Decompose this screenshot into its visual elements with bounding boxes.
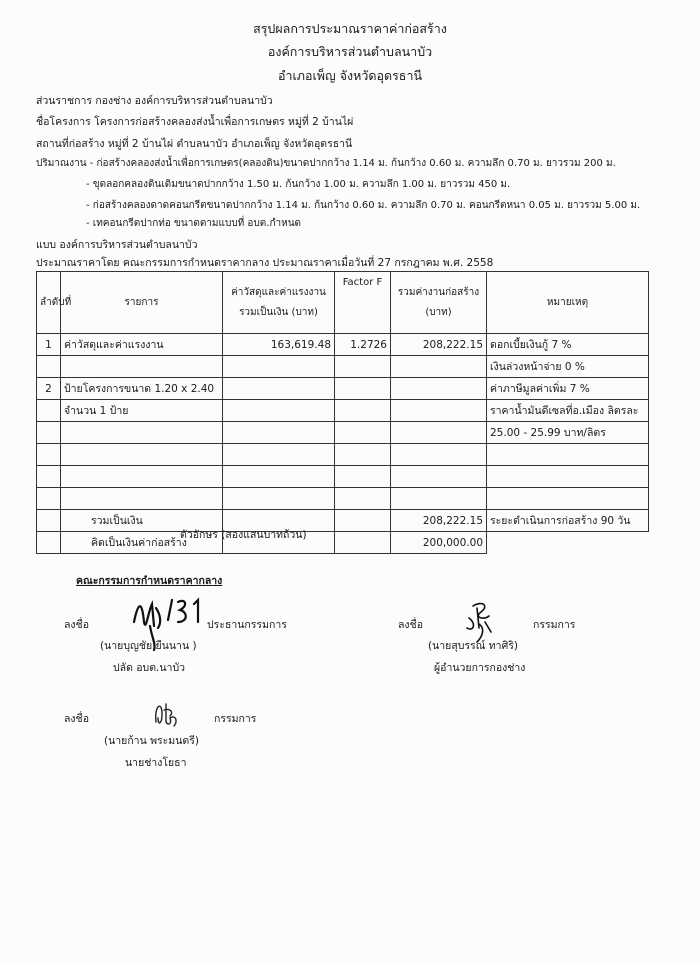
- quantity-line-1: ปริมาณงาน - ก่อสร้างคลองส่งน้ำเพื่อการเกษตร(คลองดิน)ขนาดปากกว้าง 1.14 ม. ก้นกว้าง 0.60 ม. ความลึก 0.70 ม. ยาวรวม 200 ม.: [36, 158, 616, 169]
- member2-position: นายช่างโยธา: [125, 757, 187, 769]
- quantity-line-2: - ขุดลอกคลองดินเดิมขนาดปากกว้าง 1.50 ม. ก้นกว้าง 1.00 ม. ความลึก 1.00 ม. ยาวรวม 450 ม.: [86, 179, 511, 190]
- final-row: [37, 532, 649, 554]
- header-remark: หมายเหตุ: [487, 272, 649, 334]
- cell-cost: 163,619.48: [223, 334, 335, 356]
- chair-name: (นายบุญชัย ยืนนาน ): [100, 640, 197, 652]
- header-item: [61, 272, 223, 334]
- member1-role: กรรมการ: [533, 619, 576, 631]
- cell-factor: [335, 488, 391, 510]
- doc-org: องค์การบริหารส่วนตำบลนาบัว: [267, 44, 433, 59]
- cell-remark: ค่าภาษีมูลค่าเพิ่ม 7 %: [487, 378, 649, 400]
- amount-in-words: ตัวอักษร (สองแสนบาทถ้วน): [180, 529, 307, 541]
- cell-total: [391, 466, 487, 488]
- doc-title: สรุปผลการประมาณราคาค่าก่อสร้าง: [253, 21, 447, 36]
- cell-factor: [335, 444, 391, 466]
- sum-label: รวมเป็นเงิน: [61, 510, 223, 532]
- final-label: คิดเป็นเงินค่าก่อสร้าง: [61, 532, 223, 554]
- chair-sign-label: ลงชื่อ: [64, 619, 89, 631]
- cell-factor: [335, 400, 391, 422]
- cell-item: จำนวน 1 ป้าย: [61, 400, 223, 422]
- header-cost-line1: ค่าวัสดุและค่าแรงงาน: [231, 286, 326, 298]
- cell-remark: เงินล่วงหน้าจ่าย 0 %: [487, 356, 649, 378]
- quantity-line-4: - เทคอนกรีตปากท่อ ขนาดตามแบบที่ อบต.กำหนด: [86, 218, 302, 229]
- site-line: สถานที่ก่อสร้าง หมู่ที่ 2 บ้านไผ่ ตำบลนาบัว อำเภอเพ็ญ จังหวัดอุดรธานี: [36, 138, 353, 150]
- table-row: [37, 378, 649, 400]
- cell-cost: [223, 422, 335, 444]
- cell-no: [37, 444, 61, 466]
- table-row: [37, 488, 649, 510]
- cell-factor: [335, 378, 391, 400]
- cell-factor: [335, 422, 391, 444]
- table-row: [37, 400, 649, 422]
- cell-item: [61, 466, 223, 488]
- cell-no: [37, 422, 61, 444]
- header-factor: Factor F: [335, 272, 391, 334]
- cell-cost: [223, 356, 335, 378]
- sum-no: [37, 510, 61, 532]
- cell-factor: [335, 466, 391, 488]
- cell-item: [61, 488, 223, 510]
- table-row: [37, 422, 649, 444]
- cell-no: 1: [37, 334, 61, 356]
- cell-cost: [223, 400, 335, 422]
- cell-item: [61, 444, 223, 466]
- header-item-label: รายการ: [124, 296, 159, 308]
- member2-role: กรรมการ: [214, 713, 257, 725]
- table-header-row: [37, 272, 649, 334]
- cost-summary-table: [36, 271, 649, 554]
- header-total: [391, 272, 487, 334]
- final-factor: [335, 532, 391, 554]
- cell-item: [61, 422, 223, 444]
- cell-factor: 1.2726: [335, 334, 391, 356]
- final-value: 200,000.00: [391, 532, 487, 554]
- doc-location: อำเภอเพ็ญ จังหวัดอุดรธานี: [277, 68, 423, 83]
- cell-no: [37, 400, 61, 422]
- cell-no: 2: [37, 378, 61, 400]
- cell-no: [37, 466, 61, 488]
- cell-total: [391, 422, 487, 444]
- cell-total: [391, 356, 487, 378]
- cell-remark: [487, 466, 649, 488]
- cell-cost: [223, 466, 335, 488]
- table-row: [37, 334, 649, 356]
- chair-position: ปลัด อบต.นาบัว: [113, 662, 186, 674]
- agency-line: ส่วนราชการ กองช่าง องค์การบริหารส่วนตำบลนาบัว: [36, 95, 273, 107]
- cell-total: [391, 400, 487, 422]
- cell-remark: ราคาน้ำมันดีเซลที่อ.เมือง ลิตรละ: [487, 400, 649, 422]
- cell-total: [391, 488, 487, 510]
- cell-remark: ดอกเบี้ยเงินกู้ 7 %: [487, 334, 649, 356]
- header-cost: [223, 272, 335, 334]
- member1-name: (นายสุบรรณ์ ทาศิริ): [428, 640, 518, 652]
- estimate-line: ประมาณราคาโดย คณะกรรมการกำหนดราคากลาง ประมาณราคาเมื่อวันที่ 27 กรกฎาคม พ.ศ. 2558: [36, 257, 494, 269]
- member2-sign-label: ลงชื่อ: [64, 713, 89, 725]
- cell-no: [37, 488, 61, 510]
- cell-item: ค่าวัสดุและค่าแรงงาน: [61, 334, 223, 356]
- chair-role: ประธานกรรมการ: [207, 619, 287, 631]
- table-row: [37, 356, 649, 378]
- cell-item: [61, 356, 223, 378]
- table-row: [37, 466, 649, 488]
- final-no: [37, 532, 61, 554]
- cell-remark: [487, 444, 649, 466]
- final-remark: [487, 532, 649, 554]
- cell-total: [391, 378, 487, 400]
- sum-row: [37, 510, 649, 532]
- header-total-line1: รวมค่างานก่อสร้าง: [397, 286, 480, 298]
- cell-remark: [487, 488, 649, 510]
- cell-factor: [335, 356, 391, 378]
- member2-name: (นายก้าน พระมนตรี): [104, 735, 199, 747]
- project-line: ชื่อโครงการ โครงการก่อสร้างคลองส่งน้ำเพื่อการเกษตร หมู่ที่ 2 บ้านไผ่: [36, 116, 354, 128]
- cell-cost: [223, 378, 335, 400]
- quantity-line-3: - ก่อสร้างคลองดาดคอนกรีตขนาดปากกว้าง 1.14 ม. ก้นกว้าง 0.60 ม. ความลึก 0.70 ม. คอนกรีตหนา 0.05 ม. ยาวรวม 5.00 ม.: [86, 200, 641, 211]
- header-cost-line2: รวมเป็นเงิน (บาท): [239, 306, 318, 318]
- table-row: [37, 444, 649, 466]
- cell-cost: [223, 488, 335, 510]
- header-total-line2: (บาท): [425, 306, 452, 318]
- sum-factor: [335, 510, 391, 532]
- cell-remark: 25.00 - 25.99 บาท/ลิตร: [487, 422, 649, 444]
- cell-cost: [223, 444, 335, 466]
- member1-sign-label: ลงชื่อ: [398, 619, 423, 631]
- member2-signature: [150, 696, 184, 735]
- header-no: ลำดับที่: [37, 272, 61, 334]
- member1-position: ผู้อำนวยการกองช่าง: [434, 662, 526, 674]
- sum-remark: ระยะดำเนินการก่อสร้าง 90 วัน: [487, 510, 649, 532]
- cell-total: [391, 444, 487, 466]
- cell-no: [37, 356, 61, 378]
- cell-total: 208,222.15: [391, 334, 487, 356]
- committee-heading: คณะกรรมการกำหนดราคากลาง: [76, 575, 223, 587]
- sum-value: 208,222.15: [391, 510, 487, 532]
- cell-item: ป้ายโครงการขนาด 1.20 x 2.40: [61, 378, 223, 400]
- design-line: แบบ องค์การบริหารส่วนตำบลนาบัว: [36, 239, 198, 251]
